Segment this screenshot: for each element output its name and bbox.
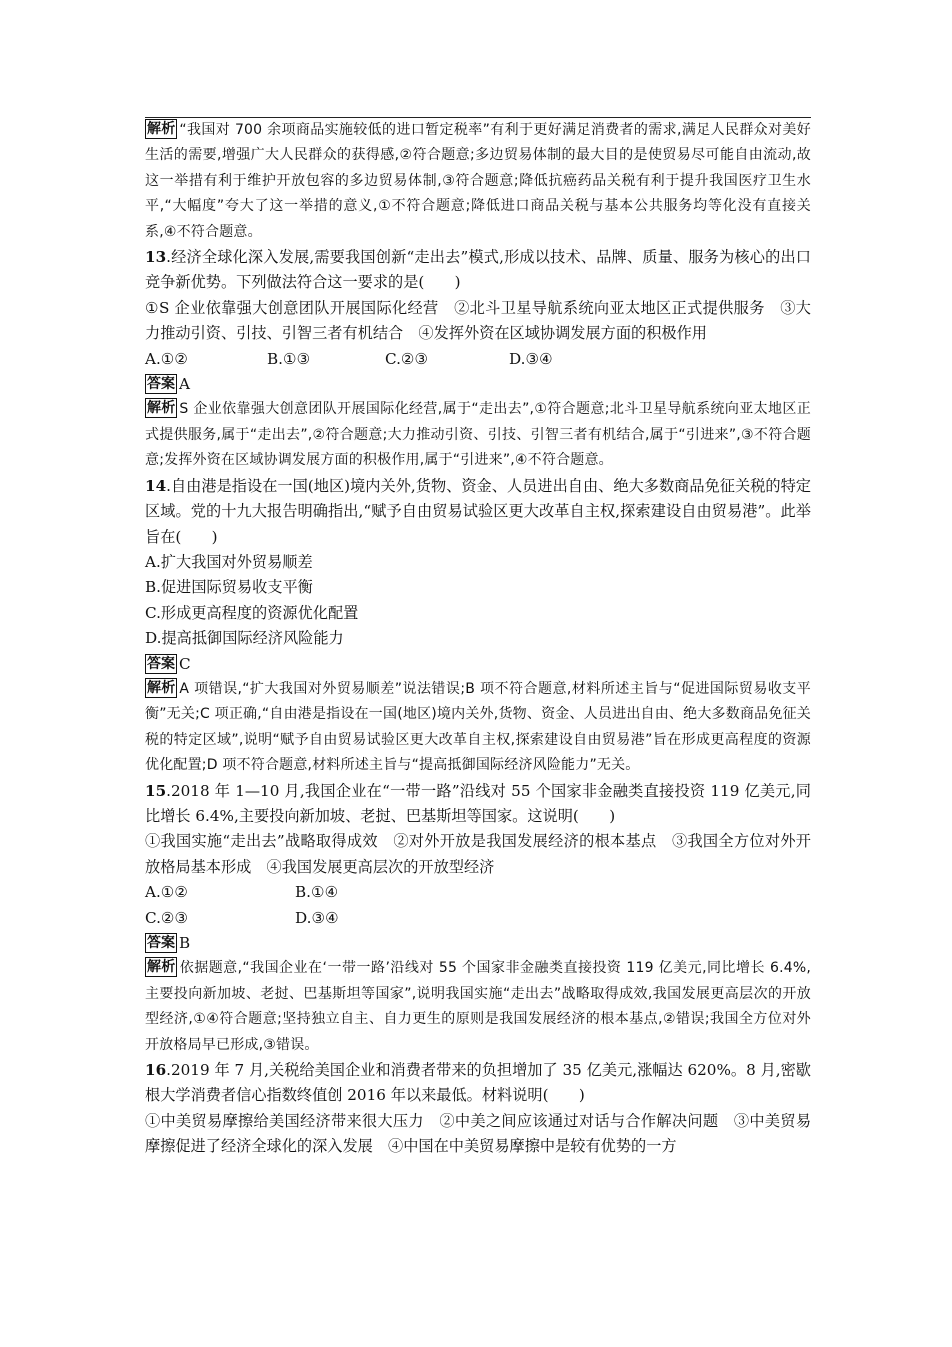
q13-answer xyxy=(145,372,811,397)
analysis-tag: 解析 xyxy=(147,959,176,976)
q13-option-c: C.②③ xyxy=(385,349,429,368)
q15-option-c: C.②③ xyxy=(145,908,189,927)
q15-option-a: A.①② xyxy=(145,883,189,902)
q14-option-d: D.提高抵御国际经济风险能力 xyxy=(145,629,344,648)
q14-stem xyxy=(145,474,811,550)
q15-analysis-text: 依据题意,“我国企业在‘一带一路’沿线对 55 个国家非金融类直接投资 119 亿美元,同比增长 6.4%,主要投向新加坡、老挝、巴基斯坦等国家”,说明我国实施“走出去”战略取得成效,我国发展更高层次的开放型经济,①④符合题意;坚持独立自主、自力更生的原则是我国发展经济的根本基点,②错误;我国全方位对外开放格局早已形成,③错误。 xyxy=(145,960,811,1053)
q15-options-row1 xyxy=(145,880,811,905)
q14-analysis-text: A 项错误,“扩大我国对外贸易顺差”说法错误;B 项不符合题意,材料所述主旨与“促进国际贸易收支平衡”无关;C 项正确,“自由港是指设在一国(地区)境内关外,货物、资金、人员进出自由、绝大多数商品免征关税的特定区域”,说明“赋予自由贸易试验区更大改革自主权,探索建设自由贸易港”旨在形成更高程度的资源优化配置;D 项不符合题意,材料所述主旨与“提高抵御国际经济风险能力”无关。 xyxy=(145,680,811,774)
q13-stem xyxy=(145,245,811,296)
q16-items: ①中美贸易摩擦给美国经济带来很大压力 ②中美之间应该通过对话与合作解决问题 ③中美贸易摩擦促进了经济全球化的深入发展 ④中国在中美贸易摩擦中是较有优势的一方 xyxy=(145,1111,811,1156)
q15-answer xyxy=(145,931,811,956)
q13-options xyxy=(145,347,811,372)
q13-option-a: A.①② xyxy=(145,349,189,368)
q13-analysis-text: S 企业依靠强大创意团队开展国际化经营,属于“走出去”,①符合题意;北斗卫星导航系统向亚太地区正式提供服务,属于“走出去”,②符合题意;大力推动引资、引技、引智三者有机结合,属于“引进来”,③不符合题意;发挥外资在区域协调发展方面的积极作用,属于“引进来”,④不符合题意。 xyxy=(145,401,811,469)
answer-tag: 答案 xyxy=(147,376,175,393)
q15-option-b: B.①④ xyxy=(295,883,339,902)
q14-answer-value: C xyxy=(179,654,191,673)
q12-analysis xyxy=(145,118,811,245)
answer-tag: 答案 xyxy=(147,935,175,951)
q15-items: ①我国实施“走出去”战略取得成效 ②对外开放是我国发展经济的根本基点 ③我国全方位对外开放格局基本形成 ④我国发展更高层次的开放型经济 xyxy=(145,832,811,876)
q16-stem-text: .2019 年 7 月,关税给美国企业和消费者带来的负担增加了 35 亿美元,涨幅达 620%。8 月,密歇根大学消费者信心指数终值创 2016 年以来最低。材料说明( ) xyxy=(145,1061,811,1105)
q14-stem-text: .自由港是指设在一国(地区)境内关外,货物、资金、人员进出自由、绝大多数商品免征关税的特定区域。党的十九大报告明确指出,“赋予自由贸易试验区更大改革自主权,探索建设自由贸易港”。此举旨在( ) xyxy=(145,476,811,546)
q16-stem xyxy=(145,1058,811,1109)
q13-number: 13 xyxy=(145,248,167,267)
q15-answer-value: B xyxy=(179,934,191,952)
q15-number: 15 xyxy=(145,781,167,800)
answer-tag: 答案 xyxy=(147,655,175,672)
analysis-tag: 解析 xyxy=(147,679,176,696)
q12-analysis-text: “我国对 700 余项商品实施较低的进口暂定税率”有利于更好满足消费者的需求,满足人民群众对美好生活的需要,增强广大人民群众的获得感,②符合题意;多边贸易体制的最大目的是使贸易尽可能自由流动,故这一举措有利于维护开放包容的多边贸易体制,③符合题意;降低抗癌药品关税有利于提升我国医疗卫生水平,“大幅度”夸大了这一举措的意义,①不符合题意;降低进口商品关税与基本公共服务均等化没有直接关系,④不符合题意。 xyxy=(145,122,811,240)
document-page xyxy=(145,118,811,1160)
q13-option-d: D.③④ xyxy=(509,349,553,368)
q13-stem-text: .经济全球化深入发展,需要我国创新“走出去”模式,形成以技术、品牌、质量、服务为核心的出口竞争新优势。下列做法符合这一要求的是( ) xyxy=(145,248,811,292)
q15-options-row2 xyxy=(145,906,811,931)
q15-analysis xyxy=(145,956,811,1058)
q14-analysis xyxy=(145,677,811,779)
q14-answer xyxy=(145,652,811,677)
analysis-tag: 解析 xyxy=(147,121,176,137)
q15-option-d: D.③④ xyxy=(295,908,339,927)
q15-stem-text: .2018 年 1—10 月,我国企业在“一带一路”沿线对 55 个国家非金融类直接投资 119 亿美元,同比增长 6.4%,主要投向新加坡、老挝、巴基斯坦等国家。这说明( ) xyxy=(145,781,811,825)
analysis-tag: 解析 xyxy=(147,400,176,417)
q14-option-c: C.形成更高程度的资源优化配置 xyxy=(145,603,359,622)
q14-option-a: A.扩大我国对外贸易顺差 xyxy=(145,552,313,571)
q14-number: 14 xyxy=(145,476,167,495)
q13-items: ①S 企业依靠强大创意团队开展国际化经营 ②北斗卫星导航系统向亚太地区正式提供服务 ③大力推动引资、引技、引智三者有机结合 ④发挥外资在区域协调发展方面的积极作用 xyxy=(145,298,811,343)
q13-option-b: B.①③ xyxy=(267,349,311,368)
q13-analysis xyxy=(145,397,811,473)
q13-answer-value: A xyxy=(179,375,190,394)
q16-number: 16 xyxy=(145,1061,167,1080)
q15-stem xyxy=(145,779,811,830)
q14-option-b: B.促进国际贸易收支平衡 xyxy=(145,578,313,597)
